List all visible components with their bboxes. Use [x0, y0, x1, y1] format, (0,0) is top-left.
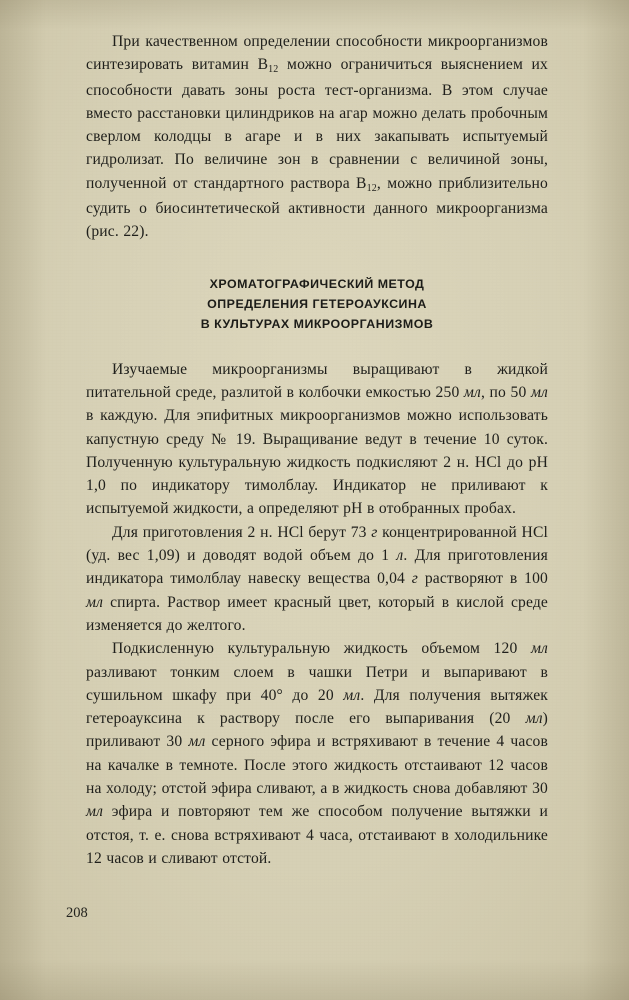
- paragraph-3: Для приготовления 2 н. HCl берут 73 г концентрированной HCl (уд. вес 1,09) и доводят водой объем до 1 л. Для приготовления индикатора тимолблау навеску вещества 0,04 г растворяют в 100 мл спирта. Раствор имеет красный цвет, который в кислой среде изменяется до желтого.: [86, 523, 548, 634]
- paragraph-4: Подкисленную культуральную жидкость объемом 120 мл разливают тонким слоем в чашки Петри и выпаривают в сушильном шкафу при 40° до 20 мл. Для получения вытяжек гетероауксина к раствору после его выпаривания (20 мл) приливают 30 мл серного эфира и встряхивают в течение 4 часов на качалке в темноте. После этого жидкость отстаивают 12 часов на холоду; отстой эфира сливают, а в жидкость снова добавляют 30 мл эфира и повторяют тем же способом получение вытяжки и отстоя, т. е. снова встряхивают 4 часа, отстаивают в холодильнике 12 часов и сливают отстой.: [86, 640, 549, 867]
- paragraph-2: Изучаемые микроорганизмы выращивают в жидкой питательной среде, разлитой в колбочки емкостью 250 мл, по 50 мл в каждую. Для эпифитных микроорганизмов можно использовать капустную среду № 19. Выращивание ведут в течение 10 суток. Полученную культуральную жидкость подкисляют 2 н. HCl до pH 1,0 по индикатору тимолблау. Индикатор не приливают к испытуемой жидкости, а определяют pH в отобранных пробах.: [86, 360, 548, 518]
- page-number: 208: [66, 905, 88, 921]
- section-heading-line-2: ОПРЕДЕЛЕНИЯ ГЕТЕРОАУКСИНА: [207, 296, 427, 311]
- paragraph-1: При качественном определении способности микроорганизмов синтезировать витамин $B_{12}$ можно ограничиться выяснением их способности давать зоны роста тест-организма. В этом случае вместо расстановки цилиндриков на агар можно делать пробочным сверлом колодцы в агаре и в них закапывать испытуемый гидролизат. По величине зон в сравнении с величиной зоны, полученной от стандартного раствора $B_{12}$, можно приблизительно судить о биосинтетической активности данного микроорганизма (рис. 22).: [86, 33, 548, 241]
- section-heading-line-3: В КУЛЬТУРАХ МИКРООРГАНИЗМОВ: [200, 316, 434, 331]
- page-edge-shading-left: [0, 0, 46, 1000]
- section-heading: [86, 274, 548, 334]
- text-column: [86, 30, 548, 870]
- section-heading-line-1: ХРОМАТОГРАФИЧЕСКИЙ МЕТОД: [209, 276, 425, 291]
- page-edge-shading-top: [0, 0, 629, 30]
- page-edge-shading-right: [583, 0, 629, 1000]
- page-edge-shading-bottom: [0, 960, 629, 1000]
